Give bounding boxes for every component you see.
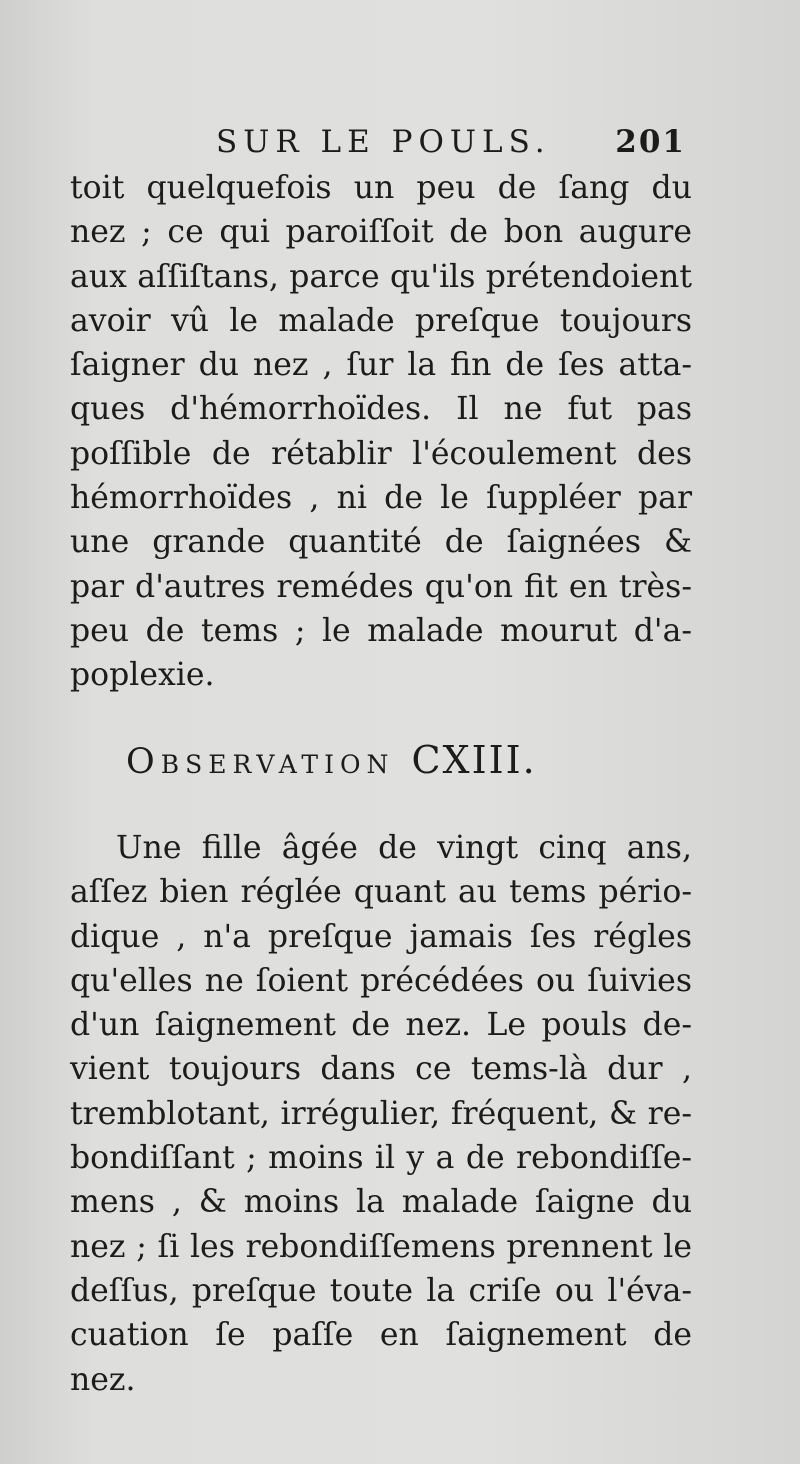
text-line: ſaigner du nez , ſur la fin de ſes atta- [70, 347, 692, 384]
text-line: toit quelquefois un peu de ſang du [70, 170, 692, 206]
heading-numeral: CXIII. [411, 738, 537, 782]
page-number: 201 [615, 124, 686, 160]
text-line: ques d'hémorrhoïdes. Il ne fut pas [70, 391, 692, 428]
running-title: SUR LE POULS. [216, 124, 551, 160]
text-line: aux aſſiſtans, parce qu'ils prétendoient [70, 258, 692, 295]
text-line: nez ; ce qui paroiſſoit de bon augure [70, 214, 692, 251]
text-line: nez ; ſi les rebondiſſemens prennent le [70, 1228, 692, 1265]
paragraph-continued [70, 166, 692, 698]
text-line: Une fille âgée de vingt cinq ans, [116, 830, 692, 866]
text-line: par d'autres remédes qu'on fit en très- [70, 568, 692, 605]
heading-word: Observation [126, 742, 395, 782]
text-line: avoir vû le malade preſque toujours [70, 302, 692, 339]
text-line: d'un ſaignement de nez. Le pouls de- [70, 1007, 692, 1044]
text-line: hémorrhoïdes , ni de le ſuppléer par [70, 480, 692, 517]
text-line: nez. [70, 1361, 136, 1398]
text-line: deſſus, preſque toute la criſe ou l'éva- [70, 1272, 692, 1309]
text-line: mens , & moins la malade ſaigne du [70, 1184, 692, 1221]
text-line: tremblotant, irrégulier, fréquent, & re- [70, 1095, 692, 1132]
text-line: poſſible de rétablir l'écoulement des [70, 435, 692, 472]
paragraph-observation [70, 826, 692, 1402]
text-line: dique , n'a preſque jamais ſes régles [70, 918, 692, 955]
text-line: vient toujours dans ce tems-là dur , [70, 1051, 692, 1088]
text-line: bondiſſant ; moins il y a de rebondiſſe- [70, 1140, 692, 1177]
text-line: une grande quantité de ſaignées & [70, 524, 692, 561]
text-line: cuation ſe paſſe en ſaignement de [70, 1317, 692, 1354]
text-line: poplexie. [70, 657, 215, 694]
text-line: aſſez bien réglée quant au tems pério- [70, 874, 692, 911]
text-line: qu'elles ne ſoient précédées ou ſuivies [70, 962, 692, 999]
section-heading [126, 738, 537, 782]
running-head [216, 124, 686, 168]
text-line: peu de tems ; le malade mourut d'a- [70, 612, 692, 649]
